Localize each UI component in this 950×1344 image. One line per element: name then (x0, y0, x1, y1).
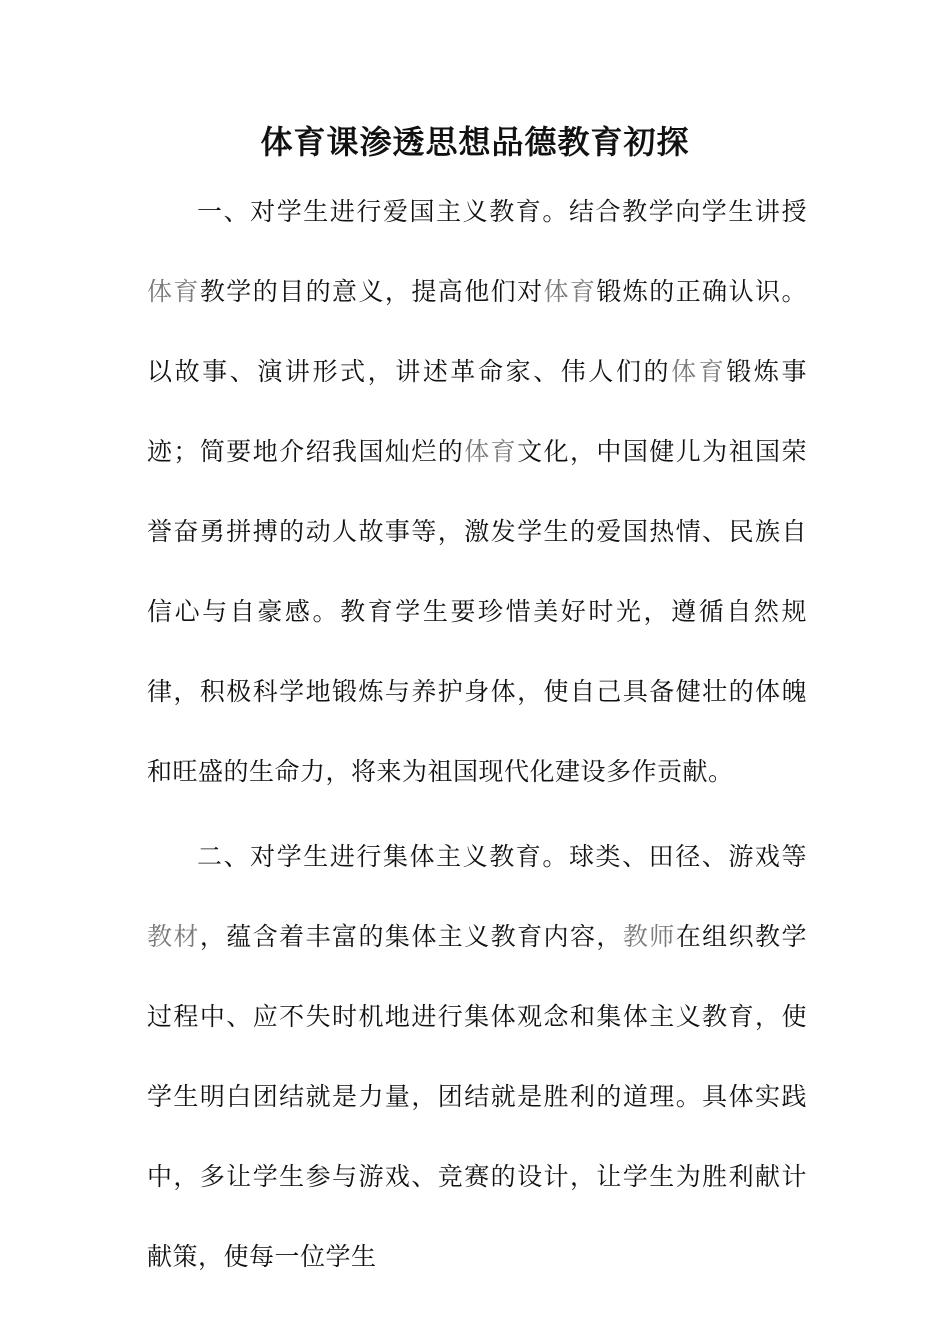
text-segment: 锻炼的正确认识。以故事、演讲形式，讲述革命家、伟人们的 (147, 277, 807, 386)
highlighted-term: 教师 (622, 922, 676, 951)
highlighted-term: 体育 (543, 277, 597, 306)
text-segment: 在组织教学过程中、应不失时机地进行集体观念和集体主义教育，使学生明白团结就是力量，团结就是胜利的道理。具体实践中，多让学生参与游戏、竞赛的设计，让学生为胜利献计献策，使每一位学生 (147, 922, 807, 1271)
text-segment: 一、对学生进行爱国主义教育。结合教学向学生讲授 (197, 197, 807, 226)
text-segment: 教学的目的意义，提高他们对 (199, 277, 544, 306)
text-segment: 文化，中国健儿为祖国荣誉奋勇拼搏的动人故事等，激发学生的爱国热情、民族自信心与自豪感。教育学生要珍惜美好时光，遵循自然规律，积极科学地锻炼与养护身体，使自己具备健壮的体魄和旺盛的生命力，将来为祖国现代化建设多作贡献。 (147, 437, 807, 786)
text-segment: 二、对学生进行集体主义教育。球类、田径、游戏等 (197, 842, 807, 871)
paragraph-patriotism (147, 172, 807, 812)
paragraph-collectivism (147, 817, 807, 1297)
highlighted-term: 体育 (147, 277, 200, 306)
text-segment: ，蕴含着丰富的集体主义教育内容， (199, 922, 623, 951)
text-segment: 锻炼事迹；简要地介绍我国灿烂的 (147, 357, 807, 466)
highlighted-term: 体育 (464, 437, 518, 466)
highlighted-term: 体育 (671, 357, 727, 386)
document-title: 体育课渗透思想品德教育初探 (260, 123, 690, 161)
highlighted-term: 教材 (147, 922, 200, 951)
